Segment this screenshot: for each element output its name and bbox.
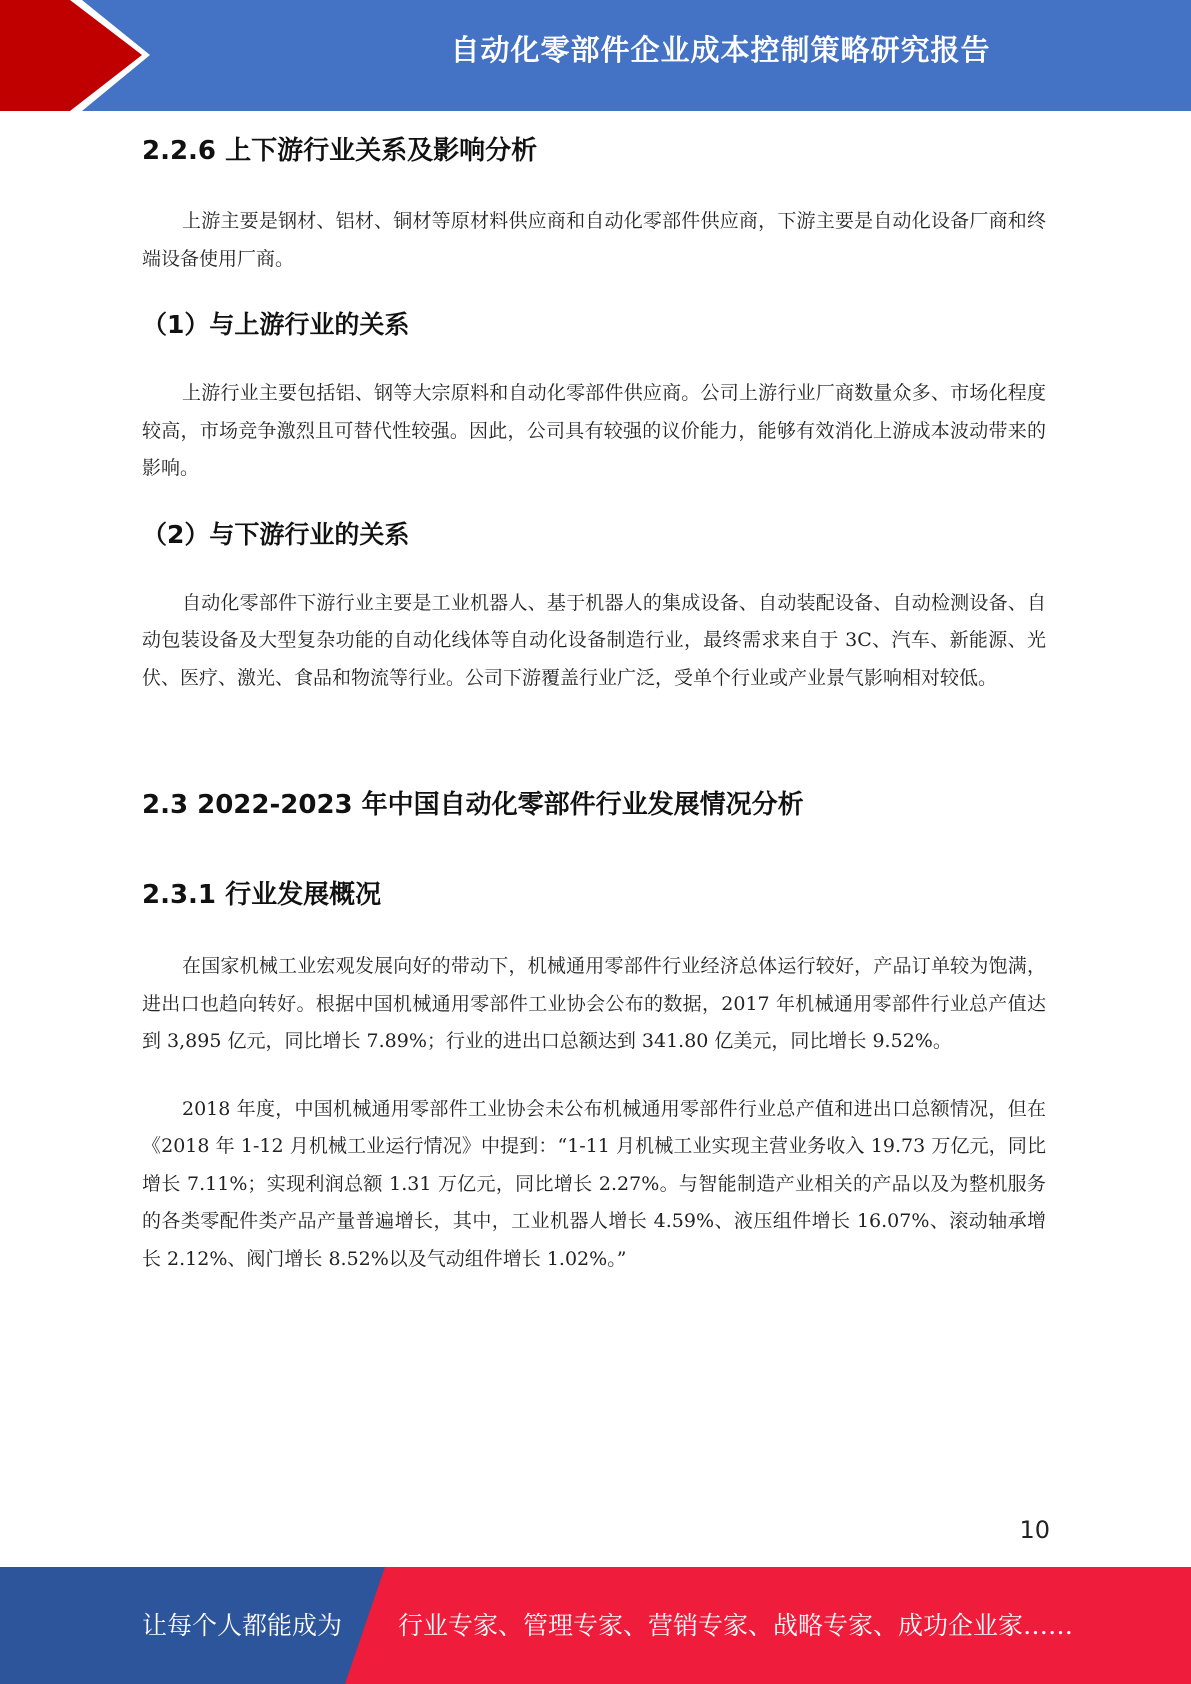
page-header xyxy=(0,0,1191,111)
industry-overview-paragraph-2: 2018 年度，中国机械通用零部件工业协会未公布机械通用零部件行业总产值和进出口总额情况，但在《2018 年 1-12 月机械工业运行情况》中提到：“1-11 月机械工业实现主营业务收入 19.73 万亿元，同比增长 7.11%；实现利润总额 1.31 万亿元，同比增长 2.27%。与智能制造产业相关的产品以及为整机服务的各类零配件类产品产量普遍增长，其中，工业机器人增长 4.59%、液压组件增长 16.07%、滚动轴承增长 2.12%、阀门增长 8.52%以及气动组件增长 1.02%。” xyxy=(142,1097,1046,1270)
page-content xyxy=(142,111,1046,1278)
section-heading-2-3-1: 2.3.1 行业发展概况 xyxy=(142,880,382,910)
upstream-relationship-text: 上游行业主要包括铝、钢等大宗原料和自动化零部件供应商。公司上游行业厂商数量众多、市场化程度较高，市场竞争激烈且可替代性较强。因此，公司具有较强的议价能力，能够有效消化上游成本波动带来的影响。 xyxy=(142,382,1046,479)
page-number: 10 xyxy=(1019,1516,1050,1544)
page-footer xyxy=(0,1567,1191,1684)
section-heading-2-2-6: 2.2.6 上下游行业关系及影响分析 xyxy=(142,136,538,166)
section-2-2-6-intro: 上游主要是钢材、铝材、铜材等原材料供应商和自动化零部件供应商，下游主要是自动化设备厂商和终端设备使用厂商。 xyxy=(142,210,1046,270)
subheading-downstream: （2）与下游行业的关系 xyxy=(142,519,410,549)
footer-slogan-left: 让每个人都能成为 xyxy=(142,1611,343,1640)
downstream-relationship-text: 自动化零部件下游行业主要是工业机器人、基于机器人的集成设备、自动装配设备、自动检测设备、自动包装设备及大型复杂功能的自动化线体等自动化设备制造行业，最终需求来自于 3C、汽车、新能源、光伏、医疗、激光、食品和物流等行业。公司下游覆盖行业广泛，受单个行业或产业景气影响相对较低。 xyxy=(142,591,1046,689)
subheading-upstream: （1）与上游行业的关系 xyxy=(142,310,410,339)
industry-overview-paragraph-1: 在国家机械工业宏观发展向好的带动下，机械通用零部件行业经济总体运行较好，产品订单较为饱满，进出口也趋向转好。根据中国机械通用零部件工业协会公布的数据，2017 年机械通用零部件行业总产值达到 3,895 亿元，同比增长 7.89%；行业的进出口总额达到 341.80 亿美元，同比增长 9.52%。 xyxy=(142,955,1046,1052)
footer-slogan-right: 行业专家、管理专家、营销专家、战略专家、成功企业家…… xyxy=(398,1611,1074,1640)
section-heading-2-3: 2.3 2022-2023 年中国自动化零部件行业发展情况分析 xyxy=(142,790,804,820)
header-red-chevron xyxy=(0,0,150,111)
document-title: 自动化零部件企业成本控制策略研究报告 xyxy=(450,33,991,67)
